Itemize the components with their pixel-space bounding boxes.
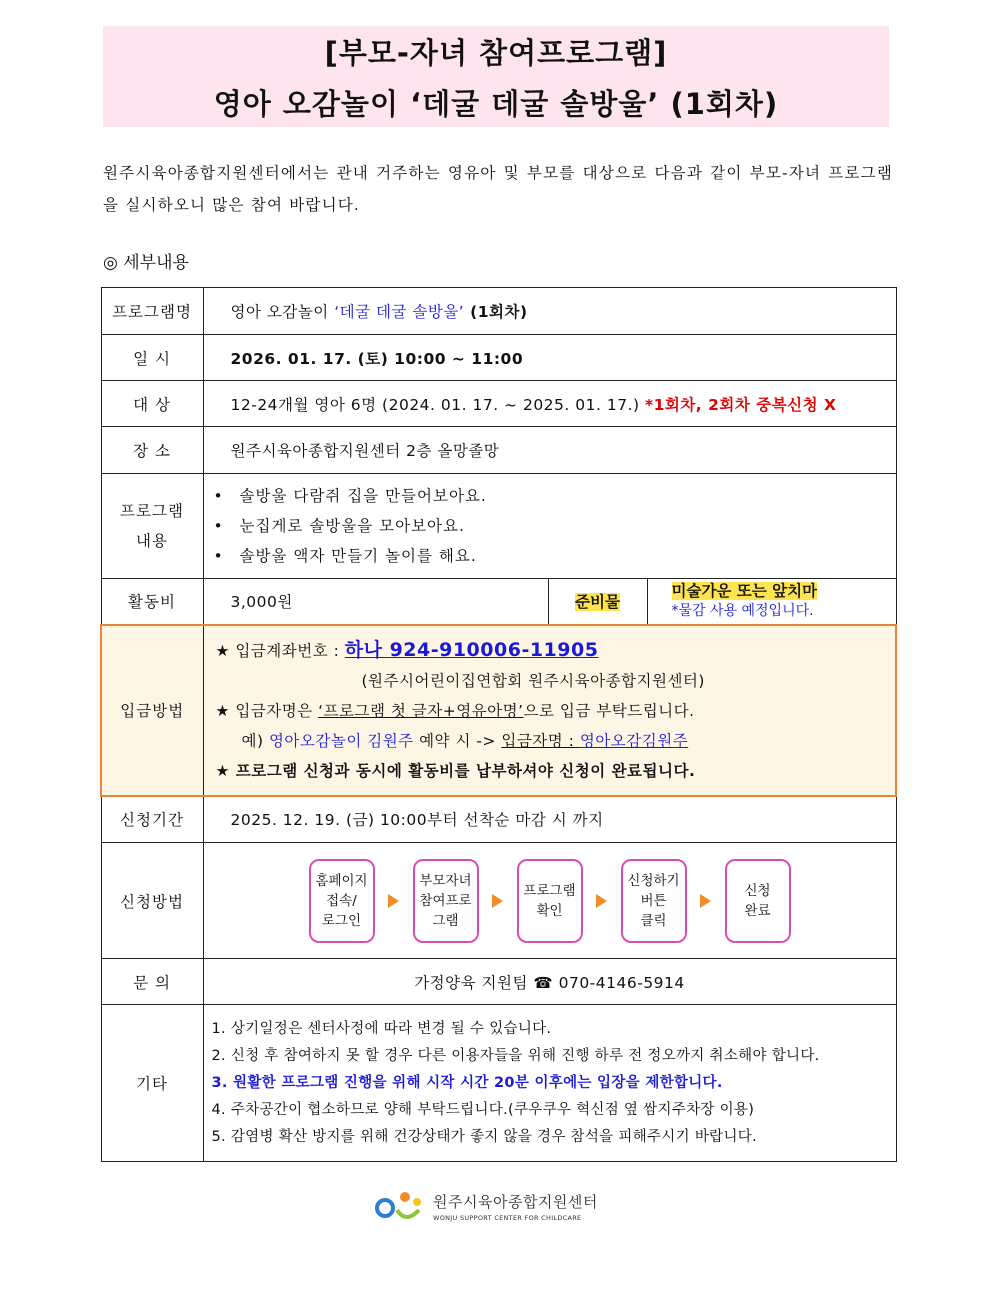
label-target: 대 상: [101, 381, 203, 427]
value-content: [203, 474, 896, 579]
row-content: [101, 474, 896, 579]
application-flow: [204, 845, 896, 957]
note-item: 4. 주차공간이 협소하므로 양해 부탁드립니다.(쿠우쿠우 혁신점 옆 쌈지주차장 이용): [211, 1101, 755, 1118]
value-fee: 3,000원: [203, 579, 548, 625]
value-datetime: 2026. 01. 17. (토) 10:00 ~ 11:00: [203, 335, 896, 381]
intro-text: 원주시육아종합지원센터에서는 관내 거주하는 영유아 및 부모를 대상으로 다음과 같이 부모-자녀 프로그램을 실시하오니 많은 참여 바랍니다.: [103, 164, 893, 214]
target-value: 12-24개월 영아 6명 (2024. 01. 17. ~ 2025. 01. 17.): [230, 395, 645, 414]
note-item: 3. 원활한 프로그램 진행을 위해 시작 시간 20분 이후에는 입장을 제한합니다.: [211, 1074, 723, 1091]
row-target: [101, 381, 896, 427]
title-banner: [103, 26, 889, 127]
row-period: [101, 796, 896, 843]
pay-account-label: ★ 입금계좌번호 :: [215, 641, 345, 660]
pay-name-line: [216, 696, 896, 726]
pay-example-blue: 영아오감놀이 김원주: [268, 731, 414, 750]
center-logo: [375, 1188, 598, 1224]
content-list: [204, 481, 896, 571]
value-method: [203, 843, 896, 959]
details-table: [100, 287, 897, 1162]
pay-account-line: [216, 635, 896, 666]
row-inquiry: [101, 959, 896, 1005]
pay-name-suffix: 으로 입금 부탁드립니다.: [523, 701, 695, 720]
flow-step-apply: 신청하기 버튼 클릭: [621, 859, 687, 943]
value-place: 원주시육아종합지원센터 2층 올망졸망: [203, 427, 896, 474]
notes-list: [204, 1016, 896, 1151]
pay-example-line: [216, 726, 896, 756]
row-program: [101, 288, 896, 335]
pay-account-holder: (원주시어린이집연합회 원주시육아종합지원센터): [361, 671, 705, 690]
pay-account-number: 하나 924-910006-11905: [344, 638, 599, 661]
flow-step-login: 홈페이지 접속/ 로그인: [309, 859, 375, 943]
program-suffix: (1회차): [464, 303, 528, 321]
label-datetime: 일 시: [101, 335, 203, 381]
value-inquiry: 가정양육 지원팀 ☎ 070-4146-5914: [203, 959, 896, 1005]
label-content-line2: 내용: [136, 532, 168, 550]
logo-name: 원주시육아종합지원센터: [433, 1192, 598, 1211]
target-note: *1회차, 2회차 중복신청 X: [644, 395, 837, 414]
title-line2: [103, 82, 889, 123]
content-item: • 솔방울 다람쥐 집을 만들어보아요.: [214, 481, 896, 511]
arrow-right-icon: [479, 894, 517, 908]
row-method: [101, 843, 896, 959]
label-inquiry: 문 의: [101, 959, 203, 1005]
label-method: 신청방법: [101, 843, 203, 959]
prep-value: 미술가운 또는 앞치마: [671, 582, 818, 601]
label-content: [101, 474, 203, 579]
pay-example-label: 입금자명 :: [501, 731, 580, 750]
row-fee: [101, 579, 896, 625]
arrow-right-icon: [375, 894, 413, 908]
row-place: [101, 427, 896, 474]
label-place: 장 소: [101, 427, 203, 474]
pay-name-prefix: ★ 입금자명은: [215, 701, 319, 720]
title-line1: [부모-자녀 참여프로그램]: [324, 36, 668, 70]
pay-name-rule: ‘프로그램 첫 글자+영유아명’: [318, 701, 524, 720]
value-program: [203, 288, 896, 335]
program-prefix: 영아 오감놀이: [230, 303, 335, 321]
row-etc: [101, 1005, 896, 1162]
pay-example-mid: 예약 시 ->: [413, 731, 502, 750]
note-item: 2. 신청 후 참여하지 못 할 경우 다른 이용자들을 위해 진행 하루 전 정오까지 취소해야 합니다.: [211, 1047, 820, 1064]
content-item: • 솔방울 액자 만들기 놀이를 해요.: [214, 541, 896, 571]
value-target: [203, 381, 896, 427]
center-logo-icon: [375, 1188, 427, 1224]
pay-example-prefix: 예): [241, 731, 269, 750]
value-period: 2025. 12. 19. (금) 10:00부터 선착순 마감 시 까지: [203, 796, 896, 843]
section-heading: ◎ 세부내용: [103, 253, 189, 273]
row-datetime: [101, 335, 896, 381]
title-line2-prefix: 영아 오감놀이: [213, 87, 411, 121]
label-content-line1: 프로그램: [120, 502, 184, 520]
label-etc: 기타: [101, 1005, 203, 1162]
program-quote: ‘데굴 데굴 솔방울’: [334, 303, 465, 321]
value-payment: [203, 625, 896, 796]
title-line2-quote: ‘데굴 데굴 솔방울’: [410, 87, 660, 121]
prep-cell: [548, 579, 647, 625]
content-item: • 눈집게로 솔방울을 모아보아요.: [214, 511, 896, 541]
flow-step-program: 부모자녀 참여프로 그램: [413, 859, 479, 943]
flow-step-done: 신청 완료: [725, 859, 791, 943]
flow-step-check: 프로그램 확인: [517, 859, 583, 943]
arrow-right-icon: [687, 894, 725, 908]
label-payment: 입금방법: [101, 625, 203, 796]
row-payment: [101, 625, 896, 796]
pay-example-value: 영아오감김원주: [579, 731, 689, 750]
value-etc: [203, 1005, 896, 1162]
note-item: 1. 상기일정은 센터사정에 따라 변경 될 수 있습니다.: [211, 1020, 552, 1037]
note-item: 5. 감염병 확산 방지를 위해 건강상태가 좋지 않을 경우 참석을 피해주시기 바랍니다.: [211, 1128, 757, 1145]
pay-notice: ★ 프로그램 신청과 동시에 활동비를 납부하셔야 신청이 완료됩니다.: [215, 761, 696, 780]
logo-english: WONJU SUPPORT CENTER FOR CHILDCARE: [433, 1213, 582, 1222]
prep-note: *물감 사용 예정입니다.: [671, 603, 814, 620]
arrow-right-icon: [583, 894, 621, 908]
label-period: 신청기간: [101, 796, 203, 843]
prep-value-cell: [647, 579, 896, 625]
title-line2-suffix: (1회차): [659, 87, 779, 121]
prep-label: 준비물: [575, 593, 620, 612]
label-fee: 활동비: [101, 579, 203, 625]
label-program: 프로그램명: [101, 288, 203, 335]
